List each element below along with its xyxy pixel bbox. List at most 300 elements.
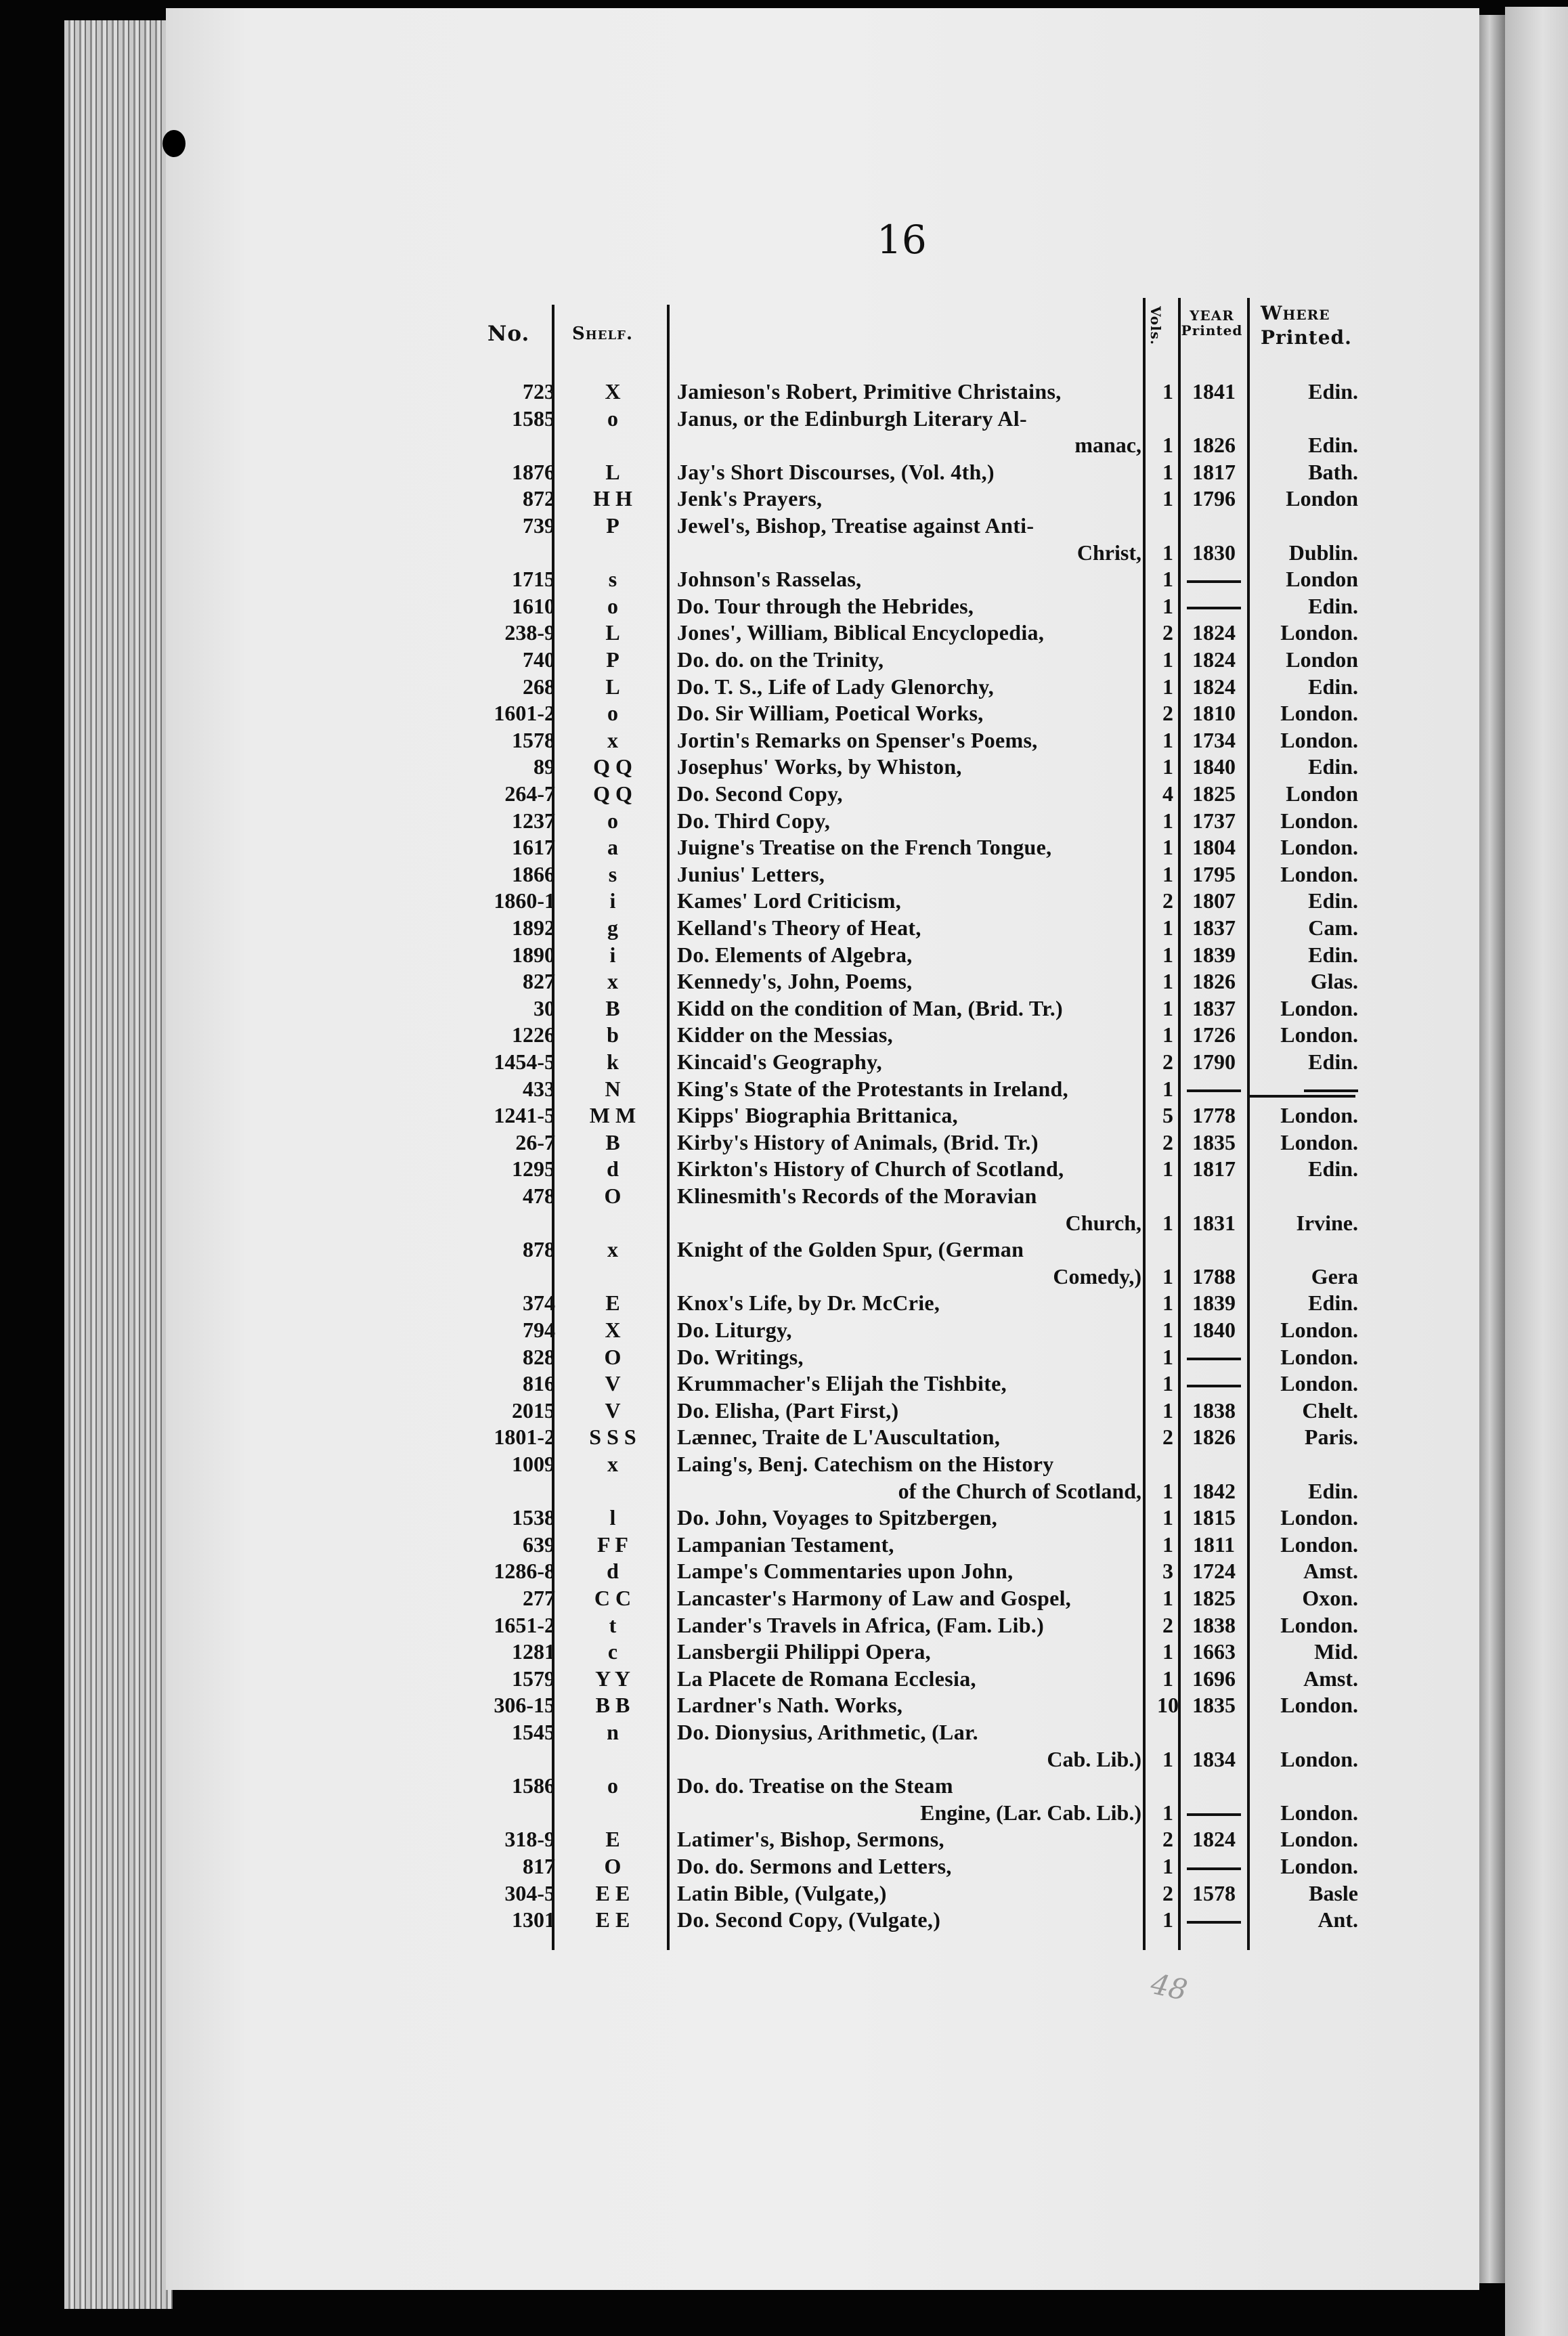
entry-title: Do. John, Voyages to Spitzbergen, [677, 1505, 998, 1530]
entry-title: Lampe's Commentaries upon John, [677, 1559, 1014, 1584]
table-row [0, 1800, 1568, 1827]
table-row [0, 1264, 1568, 1291]
year-printed: 1778 [1192, 1103, 1236, 1128]
entry-number: 794 [523, 1318, 555, 1342]
place-printed: London. [1280, 1800, 1358, 1825]
place-printed: London. [1280, 1827, 1358, 1852]
shelf-mark: o [607, 406, 618, 431]
place-printed: Edin. [1308, 379, 1358, 404]
volumes: 1 [1162, 727, 1173, 752]
entry-number: 264-7 [504, 781, 555, 806]
shelf-mark: d [607, 1559, 619, 1584]
year-printed: 1696 [1192, 1666, 1236, 1691]
entry-title: Do. Second Copy, (Vulgate,) [677, 1907, 941, 1932]
year-printed: 1841 [1192, 379, 1236, 404]
entry-title: Kincaid's Geography, [677, 1050, 882, 1074]
place-printed: London. [1280, 835, 1358, 860]
table-row [0, 1773, 1568, 1800]
volumes: 1 [1162, 593, 1173, 618]
shelf-mark: o [607, 808, 618, 833]
table-row [0, 486, 1568, 513]
place-printed: Oxon. [1302, 1586, 1358, 1610]
year-printed: 1724 [1192, 1559, 1236, 1584]
shelf-mark: d [607, 1156, 619, 1182]
place-printed: London. [1280, 1746, 1358, 1771]
table-row [0, 728, 1568, 755]
header-no: No. [487, 322, 530, 346]
entry-title: Do. do. on the Trinity, [677, 647, 884, 672]
shelf-mark: b [607, 1022, 619, 1047]
entry-number: 306-15 [494, 1693, 555, 1718]
entry-title: Church, [1065, 1210, 1141, 1235]
table-row [0, 620, 1568, 647]
table-row [0, 888, 1568, 915]
entry-number: 1876 [512, 459, 555, 484]
entry-title: Engine, (Lar. Cab. Lib.) [920, 1800, 1141, 1825]
place-printed: London. [1280, 1532, 1358, 1557]
year-printed: 1834 [1192, 1746, 1236, 1771]
entry-number: 1890 [512, 942, 555, 967]
year-printed: 1795 [1192, 861, 1236, 886]
year-printed [1183, 1800, 1244, 1825]
shelf-mark: x [607, 1452, 618, 1476]
volumes: 1 [1162, 754, 1173, 779]
table-row [0, 647, 1568, 674]
year-printed [1183, 567, 1244, 592]
year-printed: 1838 [1192, 1612, 1236, 1637]
entry-title: Knight of the Golden Spur, (German [677, 1237, 1024, 1262]
table-row [0, 1479, 1568, 1506]
place-printed: Amst. [1303, 1666, 1358, 1691]
entry-title: Jewel's, Bishop, Treatise against Anti- [677, 513, 1035, 538]
entry-title: Lander's Travels in Africa, (Fam. Lib.) [677, 1612, 1045, 1637]
table-row [0, 915, 1568, 943]
entry-title: La Placete de Romana Ecclesia, [677, 1666, 976, 1691]
header-shelf: Shelf. [572, 324, 633, 344]
table-row [0, 1318, 1568, 1345]
volumes: 1 [1162, 969, 1173, 994]
volumes: 1 [1162, 1800, 1173, 1825]
volumes: 3 [1162, 1559, 1173, 1584]
entry-title: Kipps' Biographia Brittanica, [677, 1103, 958, 1128]
volumes: 1 [1162, 540, 1173, 565]
volumes: 1 [1162, 1639, 1173, 1664]
year-printed: 1726 [1192, 1022, 1236, 1047]
year-printed [1183, 594, 1244, 619]
table-row [0, 1237, 1568, 1264]
place-printed: Edin. [1308, 593, 1358, 618]
place-printed: Edin. [1308, 942, 1358, 967]
shelf-mark: O [604, 1854, 622, 1878]
entry-title: Do. Dionysius, Arithmetic, (Lar. [677, 1720, 978, 1744]
year-printed: 1824 [1192, 647, 1236, 672]
entry-title: Do. Elisha, (Part First,) [677, 1398, 899, 1423]
volumes: 1 [1162, 1586, 1173, 1610]
table-row [0, 1371, 1568, 1398]
entry-number: 1586 [512, 1773, 555, 1798]
entry-title: Janus, or the Edinburgh Literary Al- [677, 406, 1027, 431]
volumes: 1 [1162, 861, 1173, 886]
volumes: 1 [1162, 942, 1173, 967]
entry-title: Latin Bible, (Vulgate,) [677, 1880, 887, 1905]
shelf-mark: o [607, 701, 618, 726]
entry-title: of the Church of Scotland, [898, 1478, 1141, 1503]
table-row [0, 701, 1568, 728]
entry-number: 1295 [512, 1156, 555, 1182]
entry-title: Latimer's, Bishop, Sermons, [677, 1827, 944, 1852]
place-printed: Edin. [1308, 1156, 1358, 1182]
year-printed [1183, 1907, 1244, 1932]
entry-number: 1301 [512, 1907, 555, 1932]
year-printed: 1826 [1192, 969, 1236, 994]
table-row [0, 433, 1568, 460]
table-row [0, 1291, 1568, 1318]
shelf-mark: s [608, 567, 617, 592]
place-printed: Edin. [1308, 433, 1358, 458]
table-row [0, 1747, 1568, 1774]
table-row [0, 1077, 1568, 1104]
volumes: 1 [1162, 486, 1173, 511]
entry-number: 740 [523, 647, 555, 672]
table-row [0, 1586, 1568, 1613]
shelf-mark: S S S [589, 1425, 636, 1450]
entry-title: Lardner's Nath. Works, [677, 1693, 903, 1718]
volumes: 1 [1162, 1478, 1173, 1503]
table-row [0, 781, 1568, 808]
volumes: 1 [1162, 1666, 1173, 1691]
table-row [0, 1720, 1568, 1747]
entry-title: Jortin's Remarks on Spenser's Poems, [677, 727, 1038, 752]
volumes: 2 [1162, 701, 1173, 726]
shelf-mark: N [605, 1076, 621, 1101]
place-printed: Irvine. [1296, 1210, 1358, 1235]
entry-number: 89 [533, 754, 555, 779]
shelf-mark: M M [589, 1103, 636, 1128]
entry-number: 1801-2 [494, 1425, 555, 1450]
year-printed: 1817 [1192, 1156, 1236, 1182]
year-printed [1183, 1371, 1244, 1396]
dash-mark [1187, 1358, 1241, 1360]
header-vols: Vols. [1148, 306, 1164, 345]
place-printed: Mid. [1314, 1639, 1358, 1664]
year-printed: 1840 [1192, 754, 1236, 779]
table-row [0, 513, 1568, 540]
shelf-mark: Q Q [593, 781, 632, 806]
volumes: 1 [1162, 1076, 1173, 1101]
entry-number: 1866 [512, 861, 555, 886]
table-row [0, 594, 1568, 621]
volumes: 1 [1162, 379, 1173, 404]
shelf-mark: L [605, 674, 620, 699]
year-printed: 1796 [1192, 486, 1236, 511]
entry-number: 827 [523, 969, 555, 994]
place-printed: Bath. [1308, 459, 1358, 484]
shelf-mark: V [605, 1371, 621, 1396]
place-printed: Gera [1311, 1263, 1358, 1289]
year-printed: 1840 [1192, 1318, 1236, 1342]
place-printed: Paris. [1304, 1425, 1358, 1450]
shelf-mark: x [607, 727, 618, 752]
entry-title: Kelland's Theory of Heat, [677, 915, 921, 940]
entry-number: 277 [523, 1586, 555, 1610]
entry-number: 1579 [512, 1666, 555, 1691]
place-printed: London. [1280, 1371, 1358, 1396]
entry-number: 433 [523, 1076, 555, 1101]
place-printed: London. [1280, 1612, 1358, 1637]
place-printed: London. [1280, 620, 1358, 645]
entry-title: Do. do. Sermons and Letters, [677, 1854, 952, 1878]
volumes: 1 [1162, 1907, 1173, 1932]
volumes: 1 [1162, 1022, 1173, 1047]
volumes: 1 [1162, 1532, 1173, 1557]
table-row [0, 1827, 1568, 1854]
year-printed: 1824 [1192, 620, 1236, 645]
shelf-mark: g [607, 915, 618, 940]
table-row [0, 1907, 1568, 1934]
entry-number: 1715 [512, 567, 555, 592]
table-row [0, 1398, 1568, 1425]
place-printed: London. [1280, 808, 1358, 833]
shelf-mark: a [607, 835, 618, 860]
table-row [0, 1693, 1568, 1720]
volumes: 2 [1162, 1050, 1173, 1074]
place-printed: London [1286, 486, 1358, 511]
volumes: 1 [1162, 1371, 1173, 1396]
header-where-top: Where [1261, 302, 1330, 324]
place-printed: Edin. [1308, 674, 1358, 699]
volumes: 1 [1162, 1746, 1173, 1771]
table-row [0, 1211, 1568, 1238]
place-printed: Ant. [1317, 1907, 1358, 1932]
shelf-mark: X [605, 379, 621, 404]
volumes: 1 [1162, 1263, 1173, 1289]
entry-number: 1617 [512, 835, 555, 860]
shelf-mark: B [605, 995, 620, 1020]
year-printed: 1810 [1192, 701, 1236, 726]
entry-title: King's State of the Protestants in Ireland, [677, 1076, 1068, 1101]
shelf-mark: E E [595, 1907, 630, 1932]
volumes: 1 [1162, 808, 1173, 833]
entry-number: 1237 [512, 808, 555, 833]
entry-number: 374 [523, 1291, 555, 1316]
place-printed: London. [1280, 701, 1358, 726]
entry-title: Kidd on the condition of Man, (Brid. Tr.) [677, 995, 1064, 1020]
entry-title: Do. Writings, [677, 1344, 804, 1369]
table-row [0, 1666, 1568, 1693]
table-row [0, 1050, 1568, 1077]
entry-title: Kennedy's, John, Poems, [677, 969, 913, 994]
dash-mark [1187, 607, 1241, 609]
volumes: 2 [1162, 1880, 1173, 1905]
dash-mark [1187, 1089, 1241, 1092]
header-where [1261, 301, 1352, 350]
year-printed: 1837 [1192, 915, 1236, 940]
year-printed: 1807 [1192, 888, 1236, 913]
year-printed: 1837 [1192, 995, 1236, 1020]
entry-number: 1286-8 [494, 1559, 555, 1584]
shelf-mark: i [609, 888, 616, 913]
entry-title: Kirby's History of Animals, (Brid. Tr.) [677, 1129, 1039, 1154]
entry-number: 238-9 [504, 620, 555, 645]
entry-number: 1226 [512, 1022, 555, 1047]
shelf-mark: o [607, 1773, 618, 1798]
volumes: 2 [1162, 1612, 1173, 1637]
volumes: 1 [1162, 995, 1173, 1020]
place-printed [1304, 1077, 1358, 1102]
page-number: 16 [877, 217, 927, 263]
volumes: 1 [1162, 1854, 1173, 1878]
volumes: 2 [1162, 1129, 1173, 1154]
volumes: 1 [1162, 1344, 1173, 1369]
year-printed: 1839 [1192, 1291, 1236, 1316]
year-printed: 1788 [1192, 1263, 1236, 1289]
entry-title: Do. Third Copy, [677, 808, 831, 833]
entry-number: 2015 [512, 1398, 555, 1423]
entry-title: Do. Sir William, Poetical Works, [677, 701, 984, 726]
entry-title: Kidder on the Messias, [677, 1022, 893, 1047]
place-printed: London. [1280, 1022, 1358, 1047]
year-printed: 1838 [1192, 1398, 1236, 1423]
place-printed: Edin. [1308, 888, 1358, 913]
place-printed: London. [1280, 1344, 1358, 1369]
entry-number: 828 [523, 1344, 555, 1369]
place-printed: London. [1280, 1103, 1358, 1128]
shelf-mark: i [609, 942, 616, 967]
shelf-mark: x [607, 1237, 618, 1262]
volumes: 2 [1162, 620, 1173, 645]
entry-number: 30 [533, 995, 555, 1020]
table-row [0, 1639, 1568, 1666]
shelf-mark: Y Y [595, 1666, 630, 1691]
entry-title: Krummacher's Elijah the Tishbite, [677, 1371, 1007, 1396]
volumes: 2 [1162, 1425, 1173, 1450]
shelf-mark: n [607, 1720, 619, 1744]
entry-title: Do. Liturgy, [677, 1318, 792, 1342]
place-printed: London. [1280, 1505, 1358, 1530]
entry-number: 1651-2 [494, 1612, 555, 1637]
volumes: 1 [1162, 1318, 1173, 1342]
entry-number: 1860-1 [494, 888, 555, 913]
entry-title: Junius' Letters, [677, 861, 825, 886]
year-printed [1183, 1077, 1244, 1102]
volumes: 1 [1162, 1156, 1173, 1182]
table-row [0, 406, 1568, 433]
year-printed: 1826 [1192, 433, 1236, 458]
year-printed: 1835 [1192, 1129, 1236, 1154]
place-printed: Amst. [1303, 1559, 1358, 1584]
table-row [0, 1184, 1568, 1211]
entry-number: 1241-5 [494, 1103, 555, 1128]
entry-number: 1892 [512, 915, 555, 940]
table-row [0, 835, 1568, 862]
year-printed: 1737 [1192, 808, 1236, 833]
year-printed [1183, 1345, 1244, 1370]
dash-mark [1187, 580, 1241, 583]
shelf-mark: F F [597, 1532, 628, 1557]
shelf-mark: P [606, 647, 619, 672]
year-printed: 1826 [1192, 1425, 1236, 1450]
entry-title: Laing's, Benj. Catechism on the History [677, 1452, 1054, 1476]
volumes: 1 [1162, 1210, 1173, 1235]
entry-title: Do. Elements of Algebra, [677, 942, 913, 967]
table-row [0, 1425, 1568, 1452]
shelf-mark: V [605, 1398, 621, 1423]
table-row [0, 1022, 1568, 1050]
shelf-mark: O [604, 1344, 622, 1369]
shelf-mark: P [606, 513, 619, 538]
volumes: 1 [1162, 567, 1173, 592]
entry-number: 639 [523, 1532, 555, 1557]
entry-title: Do. Second Copy, [677, 781, 843, 806]
entry-number: 1454-5 [494, 1050, 555, 1074]
ink-blot [162, 130, 186, 157]
year-printed: 1824 [1192, 1827, 1236, 1852]
entry-number: 1610 [512, 593, 555, 618]
year-printed: 1831 [1192, 1210, 1236, 1235]
shelf-mark: t [609, 1612, 617, 1637]
entry-title: Knox's Life, by Dr. McCrie, [677, 1291, 940, 1316]
year-printed: 1825 [1192, 1586, 1236, 1610]
table-row [0, 1613, 1568, 1640]
entry-number: 878 [523, 1237, 555, 1262]
entry-number: 1538 [512, 1505, 555, 1530]
shelf-mark: L [605, 459, 620, 484]
entry-number: 26-7 [515, 1129, 555, 1154]
table-row [0, 379, 1568, 406]
shelf-mark: B B [595, 1693, 630, 1718]
entry-title: Lansbergii Philippi Opera, [677, 1639, 931, 1664]
year-printed: 1811 [1192, 1532, 1236, 1557]
year-printed: 1790 [1192, 1050, 1236, 1074]
table-row [0, 674, 1568, 701]
table-row [0, 996, 1568, 1023]
entry-title: Jenk's Prayers, [677, 486, 823, 511]
place-printed: Edin. [1308, 754, 1358, 779]
entry-title: Klinesmith's Records of the Moravian [677, 1184, 1037, 1208]
year-printed [1183, 1854, 1244, 1879]
entry-title: Cab. Lib.) [1047, 1746, 1141, 1771]
entry-title: manac, [1074, 433, 1141, 458]
table-row [0, 862, 1568, 889]
table-row [0, 460, 1568, 487]
place-printed: London. [1280, 1318, 1358, 1342]
year-printed: 1815 [1192, 1505, 1236, 1530]
shelf-mark: C C [594, 1586, 632, 1610]
place-printed: Glas. [1310, 969, 1358, 994]
entry-title: Do. do. Treatise on the Steam [677, 1773, 953, 1798]
pencil-annotation: 48 [1148, 1966, 1190, 2008]
header-year-bottom: Printed [1181, 322, 1243, 339]
shelf-mark: E [605, 1827, 620, 1852]
entry-title: Do. T. S., Life of Lady Glenorchy, [677, 674, 995, 699]
place-printed: London [1286, 781, 1358, 806]
entry-number: 478 [523, 1184, 555, 1208]
shelf-mark: o [607, 593, 618, 618]
entry-number: 1585 [512, 406, 555, 431]
entry-title: Christ, [1076, 540, 1141, 565]
place-printed: London. [1280, 861, 1358, 886]
shelf-mark: x [607, 969, 618, 994]
place-printed: Edin. [1308, 1291, 1358, 1316]
volumes: 2 [1162, 1827, 1173, 1852]
place-printed: Basle [1309, 1880, 1358, 1905]
year-printed: 1825 [1192, 781, 1236, 806]
volumes: 1 [1162, 459, 1173, 484]
entry-number: 723 [523, 379, 555, 404]
year-printed: 1817 [1192, 459, 1236, 484]
shelf-mark: E [605, 1291, 620, 1316]
entry-number: 1009 [512, 1452, 555, 1476]
